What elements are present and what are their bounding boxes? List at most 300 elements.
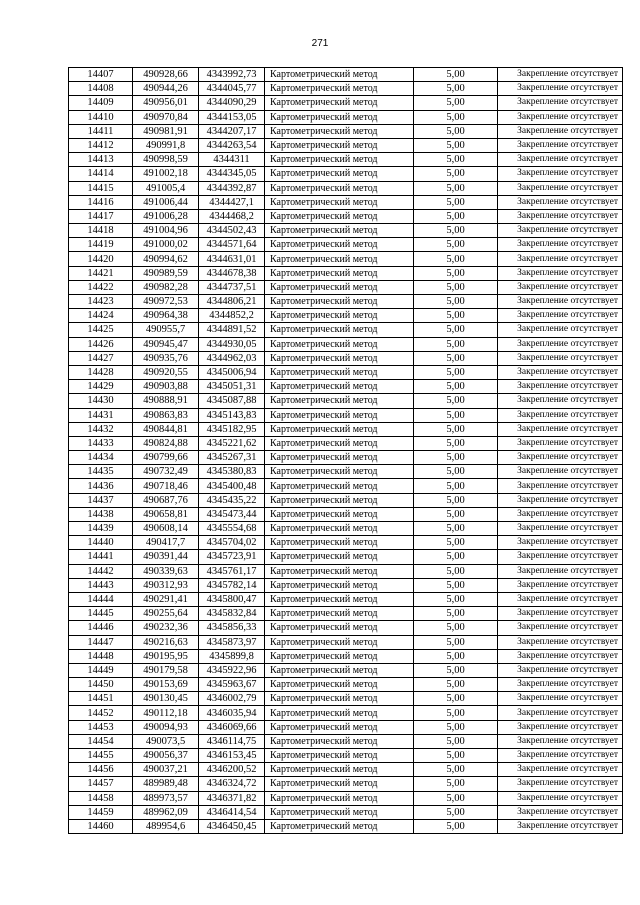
point-number-cell: 14443 bbox=[69, 578, 133, 592]
x-coordinate-cell: 490928,66 bbox=[133, 68, 199, 82]
table-row bbox=[69, 635, 623, 649]
accuracy-cell: 5,00 bbox=[414, 819, 498, 833]
accuracy-cell: 5,00 bbox=[414, 181, 498, 195]
fixation-cell: Закрепление отсутствует bbox=[498, 68, 623, 82]
point-number-cell: 14457 bbox=[69, 777, 133, 791]
point-number-cell: 14416 bbox=[69, 195, 133, 209]
method-cell: Картометрический метод bbox=[265, 295, 414, 309]
x-coordinate-cell: 490094,93 bbox=[133, 720, 199, 734]
point-number-cell: 14440 bbox=[69, 536, 133, 550]
y-coordinate-cell: 4345723,91 bbox=[199, 550, 265, 564]
x-coordinate-cell: 490944,26 bbox=[133, 82, 199, 96]
x-coordinate-cell: 490964,38 bbox=[133, 309, 199, 323]
point-number-cell: 14422 bbox=[69, 280, 133, 294]
y-coordinate-cell: 4344090,29 bbox=[199, 96, 265, 110]
method-cell: Картометрический метод bbox=[265, 167, 414, 181]
method-cell: Картометрический метод bbox=[265, 408, 414, 422]
accuracy-cell: 5,00 bbox=[414, 323, 498, 337]
fixation-cell: Закрепление отсутствует bbox=[498, 507, 623, 521]
point-number-cell: 14421 bbox=[69, 266, 133, 280]
method-cell: Картометрический метод bbox=[265, 451, 414, 465]
method-cell: Картометрический метод bbox=[265, 507, 414, 521]
table-row bbox=[69, 124, 623, 138]
x-coordinate-cell: 490312,93 bbox=[133, 578, 199, 592]
method-cell: Картометрический метод bbox=[265, 550, 414, 564]
x-coordinate-cell: 490945,47 bbox=[133, 337, 199, 351]
accuracy-cell: 5,00 bbox=[414, 734, 498, 748]
accuracy-cell: 5,00 bbox=[414, 465, 498, 479]
table-row bbox=[69, 451, 623, 465]
point-number-cell: 14453 bbox=[69, 720, 133, 734]
point-number-cell: 14431 bbox=[69, 408, 133, 422]
point-number-cell: 14423 bbox=[69, 295, 133, 309]
accuracy-cell: 5,00 bbox=[414, 763, 498, 777]
table-row bbox=[69, 592, 623, 606]
y-coordinate-cell: 4344207,17 bbox=[199, 124, 265, 138]
fixation-cell: Закрепление отсутствует bbox=[498, 167, 623, 181]
method-cell: Картометрический метод bbox=[265, 465, 414, 479]
y-coordinate-cell: 4345832,84 bbox=[199, 607, 265, 621]
y-coordinate-cell: 4346114,75 bbox=[199, 734, 265, 748]
y-coordinate-cell: 4343992,73 bbox=[199, 68, 265, 82]
fixation-cell: Закрепление отсутствует bbox=[498, 209, 623, 223]
accuracy-cell: 5,00 bbox=[414, 692, 498, 706]
point-number-cell: 14429 bbox=[69, 380, 133, 394]
point-number-cell: 14437 bbox=[69, 493, 133, 507]
method-cell: Картометрический метод bbox=[265, 138, 414, 152]
x-coordinate-cell: 490291,41 bbox=[133, 592, 199, 606]
method-cell: Картометрический метод bbox=[265, 365, 414, 379]
method-cell: Картометрический метод bbox=[265, 777, 414, 791]
method-cell: Картометрический метод bbox=[265, 479, 414, 493]
method-cell: Картометрический метод bbox=[265, 706, 414, 720]
point-number-cell: 14428 bbox=[69, 365, 133, 379]
accuracy-cell: 5,00 bbox=[414, 564, 498, 578]
y-coordinate-cell: 4344427,1 bbox=[199, 195, 265, 209]
accuracy-cell: 5,00 bbox=[414, 252, 498, 266]
x-coordinate-cell: 490799,66 bbox=[133, 451, 199, 465]
x-coordinate-cell: 490998,59 bbox=[133, 153, 199, 167]
y-coordinate-cell: 4344045,77 bbox=[199, 82, 265, 96]
fixation-cell: Закрепление отсутствует bbox=[498, 238, 623, 252]
x-coordinate-cell: 490863,83 bbox=[133, 408, 199, 422]
accuracy-cell: 5,00 bbox=[414, 266, 498, 280]
table-row bbox=[69, 195, 623, 209]
fixation-cell: Закрепление отсутствует bbox=[498, 252, 623, 266]
point-number-cell: 14432 bbox=[69, 422, 133, 436]
point-number-cell: 14447 bbox=[69, 635, 133, 649]
accuracy-cell: 5,00 bbox=[414, 224, 498, 238]
method-cell: Картометрический метод bbox=[265, 195, 414, 209]
x-coordinate-cell: 490718,46 bbox=[133, 479, 199, 493]
x-coordinate-cell: 490989,59 bbox=[133, 266, 199, 280]
fixation-cell: Закрепление отсутствует bbox=[498, 337, 623, 351]
point-number-cell: 14433 bbox=[69, 436, 133, 450]
method-cell: Картометрический метод bbox=[265, 692, 414, 706]
accuracy-cell: 5,00 bbox=[414, 805, 498, 819]
accuracy-cell: 5,00 bbox=[414, 408, 498, 422]
point-number-cell: 14435 bbox=[69, 465, 133, 479]
accuracy-cell: 5,00 bbox=[414, 749, 498, 763]
point-number-cell: 14426 bbox=[69, 337, 133, 351]
accuracy-cell: 5,00 bbox=[414, 337, 498, 351]
x-coordinate-cell: 490608,14 bbox=[133, 522, 199, 536]
table-row bbox=[69, 734, 623, 748]
fixation-cell: Закрепление отсутствует bbox=[498, 550, 623, 564]
y-coordinate-cell: 4344345,05 bbox=[199, 167, 265, 181]
x-coordinate-cell: 490903,88 bbox=[133, 380, 199, 394]
table-row bbox=[69, 763, 623, 777]
y-coordinate-cell: 4345899,8 bbox=[199, 649, 265, 663]
point-number-cell: 14407 bbox=[69, 68, 133, 82]
page-number: 271 bbox=[311, 38, 329, 49]
accuracy-cell: 5,00 bbox=[414, 791, 498, 805]
method-cell: Картометрический метод bbox=[265, 280, 414, 294]
point-number-cell: 14424 bbox=[69, 309, 133, 323]
x-coordinate-cell: 490073,5 bbox=[133, 734, 199, 748]
method-cell: Картометрический метод bbox=[265, 763, 414, 777]
x-coordinate-cell: 490972,53 bbox=[133, 295, 199, 309]
accuracy-cell: 5,00 bbox=[414, 394, 498, 408]
method-cell: Картометрический метод bbox=[265, 720, 414, 734]
table-row bbox=[69, 791, 623, 805]
fixation-cell: Закрепление отсутствует bbox=[498, 110, 623, 124]
accuracy-cell: 5,00 bbox=[414, 309, 498, 323]
fixation-cell: Закрепление отсутствует bbox=[498, 266, 623, 280]
y-coordinate-cell: 4344468,2 bbox=[199, 209, 265, 223]
y-coordinate-cell: 4345435,22 bbox=[199, 493, 265, 507]
point-number-cell: 14408 bbox=[69, 82, 133, 96]
fixation-cell: Закрепление отсутствует bbox=[498, 408, 623, 422]
point-number-cell: 14456 bbox=[69, 763, 133, 777]
fixation-cell: Закрепление отсутствует bbox=[498, 749, 623, 763]
table-row bbox=[69, 550, 623, 564]
fixation-cell: Закрепление отсутствует bbox=[498, 309, 623, 323]
x-coordinate-cell: 491006,44 bbox=[133, 195, 199, 209]
table-row bbox=[69, 309, 623, 323]
table-row bbox=[69, 436, 623, 450]
method-cell: Картометрический метод bbox=[265, 252, 414, 266]
accuracy-cell: 5,00 bbox=[414, 706, 498, 720]
table-row bbox=[69, 649, 623, 663]
table-row bbox=[69, 238, 623, 252]
fixation-cell: Закрепление отсутствует bbox=[498, 124, 623, 138]
table-row bbox=[69, 422, 623, 436]
fixation-cell: Закрепление отсутствует bbox=[498, 479, 623, 493]
table-row bbox=[69, 564, 623, 578]
fixation-cell: Закрепление отсутствует bbox=[498, 720, 623, 734]
fixation-cell: Закрепление отсутствует bbox=[498, 777, 623, 791]
table-row bbox=[69, 692, 623, 706]
x-coordinate-cell: 491002,18 bbox=[133, 167, 199, 181]
point-number-cell: 14412 bbox=[69, 138, 133, 152]
fixation-cell: Закрепление отсутствует bbox=[498, 592, 623, 606]
point-number-cell: 14459 bbox=[69, 805, 133, 819]
x-coordinate-cell: 490195,95 bbox=[133, 649, 199, 663]
accuracy-cell: 5,00 bbox=[414, 68, 498, 82]
accuracy-cell: 5,00 bbox=[414, 124, 498, 138]
point-number-cell: 14449 bbox=[69, 663, 133, 677]
table-row bbox=[69, 337, 623, 351]
point-number-cell: 14444 bbox=[69, 592, 133, 606]
x-coordinate-cell: 490955,7 bbox=[133, 323, 199, 337]
accuracy-cell: 5,00 bbox=[414, 82, 498, 96]
y-coordinate-cell: 4344263,54 bbox=[199, 138, 265, 152]
table-row bbox=[69, 82, 623, 96]
accuracy-cell: 5,00 bbox=[414, 451, 498, 465]
method-cell: Картометрический метод bbox=[265, 209, 414, 223]
method-cell: Картометрический метод bbox=[265, 493, 414, 507]
point-number-cell: 14442 bbox=[69, 564, 133, 578]
y-coordinate-cell: 4346069,66 bbox=[199, 720, 265, 734]
y-coordinate-cell: 4344571,64 bbox=[199, 238, 265, 252]
y-coordinate-cell: 4345267,31 bbox=[199, 451, 265, 465]
fixation-cell: Закрепление отсутствует bbox=[498, 323, 623, 337]
fixation-cell: Закрепление отсутствует bbox=[498, 763, 623, 777]
accuracy-cell: 5,00 bbox=[414, 777, 498, 791]
point-number-cell: 14417 bbox=[69, 209, 133, 223]
y-coordinate-cell: 4345182,95 bbox=[199, 422, 265, 436]
y-coordinate-cell: 4344678,38 bbox=[199, 266, 265, 280]
method-cell: Картометрический метод bbox=[265, 351, 414, 365]
y-coordinate-cell: 4345554,68 bbox=[199, 522, 265, 536]
fixation-cell: Закрепление отсутствует bbox=[498, 734, 623, 748]
method-cell: Картометрический метод bbox=[265, 678, 414, 692]
fixation-cell: Закрепление отсутствует bbox=[498, 436, 623, 450]
accuracy-cell: 5,00 bbox=[414, 678, 498, 692]
y-coordinate-cell: 4344392,87 bbox=[199, 181, 265, 195]
fixation-cell: Закрепление отсутствует bbox=[498, 663, 623, 677]
y-coordinate-cell: 4345006,94 bbox=[199, 365, 265, 379]
method-cell: Картометрический метод bbox=[265, 749, 414, 763]
point-number-cell: 14430 bbox=[69, 394, 133, 408]
x-coordinate-cell: 490732,49 bbox=[133, 465, 199, 479]
method-cell: Картометрический метод bbox=[265, 663, 414, 677]
table-row bbox=[69, 266, 623, 280]
y-coordinate-cell: 4346035,94 bbox=[199, 706, 265, 720]
table-row bbox=[69, 819, 623, 833]
fixation-cell: Закрепление отсутствует bbox=[498, 649, 623, 663]
x-coordinate-cell: 490935,76 bbox=[133, 351, 199, 365]
y-coordinate-cell: 4344631,01 bbox=[199, 252, 265, 266]
point-number-cell: 14454 bbox=[69, 734, 133, 748]
y-coordinate-cell: 4346414,54 bbox=[199, 805, 265, 819]
fixation-cell: Закрепление отсутствует bbox=[498, 564, 623, 578]
method-cell: Картометрический метод bbox=[265, 124, 414, 138]
accuracy-cell: 5,00 bbox=[414, 663, 498, 677]
accuracy-cell: 5,00 bbox=[414, 153, 498, 167]
accuracy-cell: 5,00 bbox=[414, 536, 498, 550]
point-number-cell: 14438 bbox=[69, 507, 133, 521]
table-row bbox=[69, 323, 623, 337]
method-cell: Картометрический метод bbox=[265, 266, 414, 280]
table-row bbox=[69, 522, 623, 536]
x-coordinate-cell: 490994,62 bbox=[133, 252, 199, 266]
point-number-cell: 14448 bbox=[69, 649, 133, 663]
x-coordinate-cell: 491004,96 bbox=[133, 224, 199, 238]
table-row bbox=[69, 621, 623, 635]
fixation-cell: Закрепление отсутствует bbox=[498, 819, 623, 833]
accuracy-cell: 5,00 bbox=[414, 479, 498, 493]
method-cell: Картометрический метод bbox=[265, 436, 414, 450]
accuracy-cell: 5,00 bbox=[414, 635, 498, 649]
y-coordinate-cell: 4344891,52 bbox=[199, 323, 265, 337]
table-row bbox=[69, 805, 623, 819]
table-row bbox=[69, 96, 623, 110]
y-coordinate-cell: 4345800,47 bbox=[199, 592, 265, 606]
point-number-cell: 14439 bbox=[69, 522, 133, 536]
point-number-cell: 14452 bbox=[69, 706, 133, 720]
fixation-cell: Закрепление отсутствует bbox=[498, 536, 623, 550]
accuracy-cell: 5,00 bbox=[414, 649, 498, 663]
fixation-cell: Закрепление отсутствует bbox=[498, 82, 623, 96]
table-row bbox=[69, 68, 623, 82]
method-cell: Картометрический метод bbox=[265, 153, 414, 167]
table-row bbox=[69, 110, 623, 124]
fixation-cell: Закрепление отсутствует bbox=[498, 692, 623, 706]
table-row bbox=[69, 536, 623, 550]
accuracy-cell: 5,00 bbox=[414, 380, 498, 394]
method-cell: Картометрический метод bbox=[265, 734, 414, 748]
table-row bbox=[69, 351, 623, 365]
accuracy-cell: 5,00 bbox=[414, 351, 498, 365]
x-coordinate-cell: 490216,63 bbox=[133, 635, 199, 649]
x-coordinate-cell: 490153,69 bbox=[133, 678, 199, 692]
point-number-cell: 14441 bbox=[69, 550, 133, 564]
x-coordinate-cell: 490232,36 bbox=[133, 621, 199, 635]
fixation-cell: Закрепление отсутствует bbox=[498, 805, 623, 819]
x-coordinate-cell: 490339,63 bbox=[133, 564, 199, 578]
table-row bbox=[69, 749, 623, 763]
accuracy-cell: 5,00 bbox=[414, 209, 498, 223]
method-cell: Картометрический метод bbox=[265, 82, 414, 96]
method-cell: Картометрический метод bbox=[265, 621, 414, 635]
y-coordinate-cell: 4344962,03 bbox=[199, 351, 265, 365]
x-coordinate-cell: 490981,91 bbox=[133, 124, 199, 138]
method-cell: Картометрический метод bbox=[265, 380, 414, 394]
fixation-cell: Закрепление отсутствует bbox=[498, 96, 623, 110]
y-coordinate-cell: 4344502,43 bbox=[199, 224, 265, 238]
accuracy-cell: 5,00 bbox=[414, 592, 498, 606]
method-cell: Картометрический метод bbox=[265, 181, 414, 195]
method-cell: Картометрический метод bbox=[265, 323, 414, 337]
x-coordinate-cell: 490658,81 bbox=[133, 507, 199, 521]
x-coordinate-cell: 490687,76 bbox=[133, 493, 199, 507]
y-coordinate-cell: 4344930,05 bbox=[199, 337, 265, 351]
method-cell: Картометрический метод bbox=[265, 805, 414, 819]
y-coordinate-cell: 4345473,44 bbox=[199, 507, 265, 521]
fixation-cell: Закрепление отсутствует bbox=[498, 224, 623, 238]
method-cell: Картометрический метод bbox=[265, 68, 414, 82]
method-cell: Картометрический метод bbox=[265, 522, 414, 536]
fixation-cell: Закрепление отсутствует bbox=[498, 365, 623, 379]
x-coordinate-cell: 491006,28 bbox=[133, 209, 199, 223]
fixation-cell: Закрепление отсутствует bbox=[498, 422, 623, 436]
y-coordinate-cell: 4345963,67 bbox=[199, 678, 265, 692]
x-coordinate-cell: 490970,84 bbox=[133, 110, 199, 124]
method-cell: Картометрический метод bbox=[265, 536, 414, 550]
point-number-cell: 14410 bbox=[69, 110, 133, 124]
accuracy-cell: 5,00 bbox=[414, 422, 498, 436]
method-cell: Картометрический метод bbox=[265, 649, 414, 663]
x-coordinate-cell: 490056,37 bbox=[133, 749, 199, 763]
y-coordinate-cell: 4346450,45 bbox=[199, 819, 265, 833]
point-number-cell: 14420 bbox=[69, 252, 133, 266]
y-coordinate-cell: 4344852,2 bbox=[199, 309, 265, 323]
y-coordinate-cell: 4346002,79 bbox=[199, 692, 265, 706]
fixation-cell: Закрепление отсутствует bbox=[498, 791, 623, 805]
fixation-cell: Закрепление отсутствует bbox=[498, 153, 623, 167]
fixation-cell: Закрепление отсутствует bbox=[498, 678, 623, 692]
accuracy-cell: 5,00 bbox=[414, 493, 498, 507]
accuracy-cell: 5,00 bbox=[414, 295, 498, 309]
y-coordinate-cell: 4345761,17 bbox=[199, 564, 265, 578]
point-number-cell: 14419 bbox=[69, 238, 133, 252]
table-row bbox=[69, 209, 623, 223]
y-coordinate-cell: 4345051,31 bbox=[199, 380, 265, 394]
method-cell: Картометрический метод bbox=[265, 422, 414, 436]
fixation-cell: Закрепление отсутствует bbox=[498, 635, 623, 649]
method-cell: Картометрический метод bbox=[265, 607, 414, 621]
table-row bbox=[69, 167, 623, 181]
fixation-cell: Закрепление отсутствует bbox=[498, 138, 623, 152]
point-number-cell: 14418 bbox=[69, 224, 133, 238]
table-row bbox=[69, 678, 623, 692]
point-number-cell: 14451 bbox=[69, 692, 133, 706]
x-coordinate-cell: 491005,4 bbox=[133, 181, 199, 195]
accuracy-cell: 5,00 bbox=[414, 522, 498, 536]
point-number-cell: 14413 bbox=[69, 153, 133, 167]
y-coordinate-cell: 4345380,83 bbox=[199, 465, 265, 479]
table-row bbox=[69, 507, 623, 521]
table-row bbox=[69, 408, 623, 422]
table-row bbox=[69, 153, 623, 167]
accuracy-cell: 5,00 bbox=[414, 578, 498, 592]
point-number-cell: 14409 bbox=[69, 96, 133, 110]
fixation-cell: Закрепление отсутствует bbox=[498, 578, 623, 592]
fixation-cell: Закрепление отсутствует bbox=[498, 607, 623, 621]
y-coordinate-cell: 4345143,83 bbox=[199, 408, 265, 422]
y-coordinate-cell: 4346324,72 bbox=[199, 777, 265, 791]
method-cell: Картометрический метод bbox=[265, 238, 414, 252]
accuracy-cell: 5,00 bbox=[414, 436, 498, 450]
accuracy-cell: 5,00 bbox=[414, 621, 498, 635]
x-coordinate-cell: 490179,58 bbox=[133, 663, 199, 677]
point-number-cell: 14460 bbox=[69, 819, 133, 833]
method-cell: Картометрический метод bbox=[265, 635, 414, 649]
y-coordinate-cell: 4346371,82 bbox=[199, 791, 265, 805]
point-number-cell: 14427 bbox=[69, 351, 133, 365]
x-coordinate-cell: 490920,55 bbox=[133, 365, 199, 379]
accuracy-cell: 5,00 bbox=[414, 365, 498, 379]
y-coordinate-cell: 4345922,96 bbox=[199, 663, 265, 677]
table-row bbox=[69, 252, 623, 266]
method-cell: Картометрический метод bbox=[265, 819, 414, 833]
method-cell: Картометрический метод bbox=[265, 578, 414, 592]
fixation-cell: Закрепление отсутствует bbox=[498, 621, 623, 635]
table-row bbox=[69, 280, 623, 294]
fixation-cell: Закрепление отсутствует bbox=[498, 451, 623, 465]
accuracy-cell: 5,00 bbox=[414, 96, 498, 110]
x-coordinate-cell: 490417,7 bbox=[133, 536, 199, 550]
point-number-cell: 14434 bbox=[69, 451, 133, 465]
y-coordinate-cell: 4346200,52 bbox=[199, 763, 265, 777]
fixation-cell: Закрепление отсутствует bbox=[498, 493, 623, 507]
point-number-cell: 14411 bbox=[69, 124, 133, 138]
point-number-cell: 14414 bbox=[69, 167, 133, 181]
point-number-cell: 14415 bbox=[69, 181, 133, 195]
accuracy-cell: 5,00 bbox=[414, 238, 498, 252]
